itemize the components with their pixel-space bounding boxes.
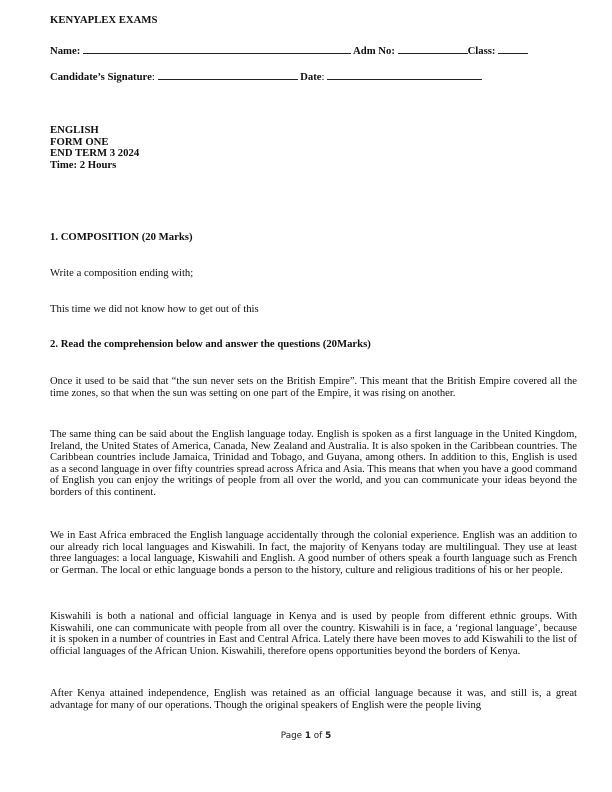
total-pages: 5 bbox=[325, 731, 332, 741]
section1-instruction: Write a composition ending with; bbox=[50, 267, 194, 279]
exam-info bbox=[50, 125, 139, 171]
passage-paragraph-5: After Kenya attained independence, English was retained as an official language because it was, and still is, a great advantage for many of our operations. Though the original speakers of English were the people living bbox=[50, 688, 577, 711]
adm-label: Adm No: bbox=[353, 45, 395, 57]
name-row bbox=[50, 44, 528, 57]
of-word: of bbox=[313, 731, 323, 741]
class-label: Class: bbox=[467, 45, 496, 57]
passage-paragraph-4: Kiswahili is both a national and official language in Kenya and is used by people from different ethnic groups. With Kiswahili, one can communicate with people from all over the country. Kiswahili is in face, a ‘regional language’, because it is spoken in a number of countries in East and Central Africa. Lately there have been moves to add Kiswahili to the list of official languages of the African Union. Kiswahili, therefore opens opportunities beyond the borders of Kenya. bbox=[50, 611, 577, 657]
section2-heading: 2. Read the comprehension below and answer the questions (20Marks) bbox=[50, 338, 371, 350]
form-level: FORM ONE bbox=[50, 135, 109, 148]
date-label: Date bbox=[300, 71, 322, 83]
composition-prompt: This time we did not know how to get out of this bbox=[50, 303, 259, 315]
date-field[interactable] bbox=[327, 70, 482, 80]
school-name: KENYAPLEX EXAMS bbox=[50, 14, 158, 26]
class-field[interactable] bbox=[498, 44, 528, 54]
passage-paragraph-2: The same thing can be said about the English language today. English is spoken as a first language in the United Kingdom, Ireland, the United States of America, Canada, New Zealand and Australia. It is also spoken in the Caribbean countries. The Caribbean countries include Jamaica, Trinidad and Tobago, and Guyana, among others. In addition to this, English is used as a second language in over fifty countries spread across Africa and Asia. This means that when you have a good command of English you can enjoy the writings of people from all over the world, and you can communicate your ideas beyond the borders of this continent. bbox=[50, 429, 577, 498]
signature-field[interactable] bbox=[158, 70, 298, 80]
passage-paragraph-1: Once it used to be said that “the sun never sets on the British Empire”. This meant that the British Empire covered all the time zones, so that when the sun was setting on one part of the Empire, it was rising on another. bbox=[50, 376, 577, 399]
exam-term: END TERM 3 2024 bbox=[50, 147, 140, 160]
name-label: Name: bbox=[50, 45, 81, 57]
passage-paragraph-3: We in East Africa embraced the English language accidentally through the colonial experience. English was an addition to our already rich local languages and Kiswahili. In fact, the majority of Kenyans today are multilingual. They use at least three languages: a local language, Kiswahili and English. A good number of others speak a fourth language such as French or German. The local or ethic language bonds a person to the history, culture and religious traditions of his or her people. bbox=[50, 530, 577, 576]
section1-heading: 1. COMPOSITION (20 Marks) bbox=[50, 231, 193, 243]
signature-label: Candidate’s Signature bbox=[50, 71, 152, 83]
adm-no-field[interactable] bbox=[398, 44, 468, 54]
name-field[interactable] bbox=[83, 44, 351, 54]
exam-duration: Time: 2 Hours bbox=[50, 158, 117, 171]
signature-row: Candidate’s Signature: Date: bbox=[50, 70, 482, 83]
page-footer bbox=[0, 731, 612, 741]
subject: ENGLISH bbox=[50, 124, 99, 136]
page-word: Page bbox=[280, 731, 303, 741]
current-page-number: 1 bbox=[304, 731, 311, 741]
